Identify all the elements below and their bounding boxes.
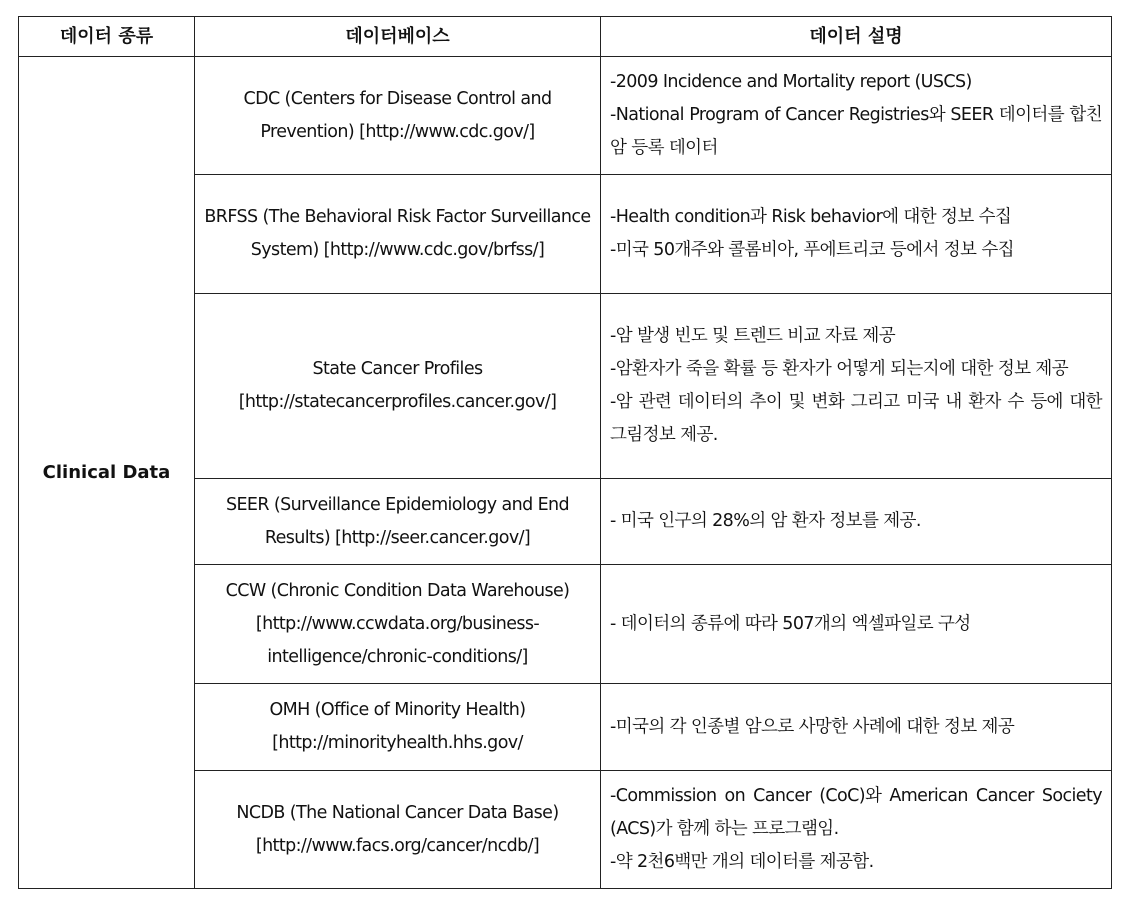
header-category: 데이터 종류 [19, 17, 195, 57]
database-url: [http://minorityhealth.hhs.gov/ [272, 733, 523, 753]
description-line: -미국 50개주와 콜롬비아, 푸에트리코 등에서 정보 수집 [610, 240, 1014, 260]
description-line: -암 발생 빈도 및 트렌드 비교 자료 제공 [610, 326, 896, 346]
description-line: -암환자가 죽을 확률 등 환자가 어떻게 되는지에 대한 정보 제공 [610, 359, 1069, 379]
database-name: NCDB (The National Cancer Data Base) [236, 802, 559, 823]
description-line: -National Program of Cancer Registries와 SEER 데이터를 합친 암 등록 데이터 [610, 105, 1102, 158]
description-line: -Commission on Cancer (CoC)와 American Cancer Society (ACS)가 함께 하는 프로그램임. [610, 786, 1102, 839]
database-name: OMH (Office of Minority Health) [269, 700, 526, 720]
description-cell [601, 294, 1112, 479]
header-description: 데이터 설명 [601, 17, 1112, 57]
description-cell [601, 175, 1112, 294]
category-cell: Clinical Data [19, 57, 195, 889]
description-line: -미국의 각 인종별 암으로 사망한 사례에 대한 정보 제공 [610, 716, 1015, 737]
description-line: - 미국 인구의 28%의 암 환자 정보를 제공. [610, 511, 921, 531]
database-url: [http://statecancerprofiles.cancer.gov/] [238, 392, 557, 412]
database-url: [http://seer.cancer.gov/] [335, 527, 531, 548]
description-line: -암 관련 데이터의 추이 및 변화 그리고 미국 내 환자 수 등에 대한 그림정보 제공. [610, 392, 1102, 445]
description-line: -약 2천6백만 개의 데이터를 제공함. [610, 852, 874, 872]
database-url: [http://www.facs.org/cancer/ncdb/] [255, 835, 540, 856]
database-name: CDC (Centers for Disease Control and Prevention) [243, 88, 552, 142]
database-cell [195, 57, 601, 175]
database-cell [195, 565, 601, 684]
description-line: - 데이터의 종류에 따라 507개의 엑셀파일로 구성 [610, 613, 971, 634]
description-line: -2009 Incidence and Mortality report (USCS) [610, 72, 972, 92]
header-database: 데이터베이스 [195, 17, 601, 57]
description-line: -Health condition과 Risk behavior에 대한 정보 수집 [610, 207, 1012, 227]
database-cell [195, 771, 601, 889]
header-row [19, 17, 1112, 57]
database-name: CCW (Chronic Condition Data Warehouse) [225, 580, 570, 601]
description-cell [601, 565, 1112, 684]
database-cell [195, 175, 601, 294]
database-cell [195, 684, 601, 771]
database-name: SEER (Surveillance Epidemiology and End Results) [225, 494, 570, 548]
database-cell [195, 479, 601, 565]
database-cell [195, 294, 601, 479]
database-url: [http://www.ccwdata.org/business-intelligence/chronic-conditions/] [255, 613, 540, 667]
database-table [18, 16, 1112, 889]
database-url: [http://www.cdc.gov/] [359, 121, 535, 142]
database-name: BRFSS (The Behavioral Risk Factor Surveillance System) [204, 207, 591, 260]
description-cell [601, 771, 1112, 889]
table-row [19, 57, 1112, 175]
database-name: State Cancer Profiles [312, 359, 483, 379]
description-cell [601, 57, 1112, 175]
database-url: [http://www.cdc.gov/brfss/] [323, 240, 545, 260]
description-cell [601, 479, 1112, 565]
description-cell [601, 684, 1112, 771]
